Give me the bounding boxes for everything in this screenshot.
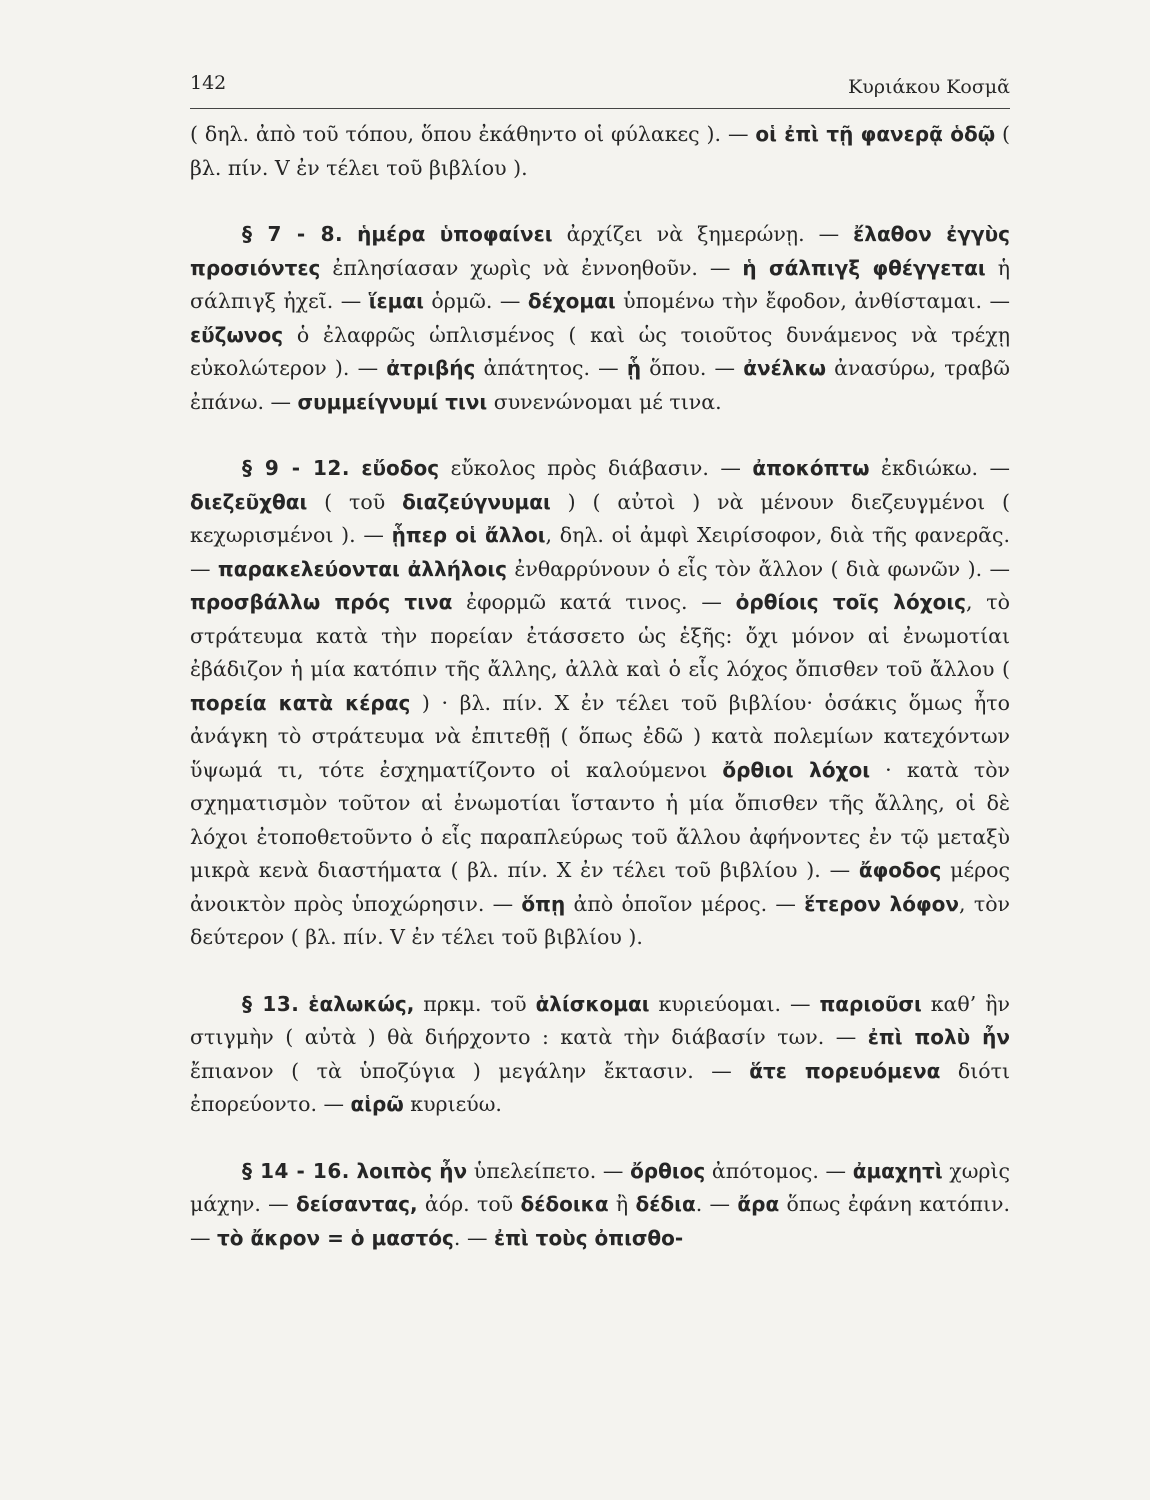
- lemma: παρακελεύονται ἀλλήλοις: [217, 556, 507, 581]
- text-run: πρκμ. τοῦ: [414, 991, 536, 1016]
- text-run: . —: [453, 1225, 494, 1250]
- lemma: παριοῦσι: [819, 991, 922, 1016]
- running-title: Κυριάκου Κοσμᾶ: [848, 76, 1010, 98]
- paragraph-continuation: [190, 118, 1010, 185]
- lemma: δέχομαι: [527, 289, 616, 313]
- lemma: διεζεῦχθαι: [190, 489, 308, 514]
- lemma: ἀμαχητὶ: [852, 1158, 943, 1183]
- text-run: ὑπομένω τὴν ἔφοδον, ἀνθίσταμαι. —: [615, 289, 1011, 313]
- header-rule: [190, 108, 1010, 109]
- page-body: [190, 118, 1010, 1255]
- text-run: , δηλ. οἱ ἀμφὶ Χειρίσοφον, διὰ τῆς φανερᾶς. —: [190, 523, 1010, 581]
- text-run: ὁρμῶ. —: [423, 289, 528, 313]
- text-run: διότι ἐπορεύοντο. —: [190, 1058, 1010, 1116]
- text-run: ἀπάτητος. —: [475, 356, 627, 380]
- lemma: ὄρθιος: [630, 1158, 706, 1183]
- lemma: δέδια: [635, 1192, 696, 1216]
- section-marker: § 7 - 8.: [242, 222, 344, 246]
- lemma: ὅπῃ: [521, 891, 566, 916]
- lemma: ἡ σάλπιγξ φθέγγεται: [742, 255, 986, 280]
- lemma: ἐπὶ πολὺ ἦν: [867, 1025, 1010, 1049]
- text-run: ἡ σάλπιγξ ἠχεῖ. —: [190, 255, 1010, 313]
- lemma: ἑαλωκώς,: [308, 991, 415, 1016]
- text-run: ἐκδιώκω. —: [869, 456, 1010, 480]
- lemma: τὸ ἄκρον = ὁ μαστός: [217, 1225, 454, 1250]
- text-run: ἐνθαρρύνουν ὁ εἷς τὸν ἄλλον ( διὰ φωνῶν ). —: [506, 556, 1010, 581]
- lemma: οἱ ἐπὶ τῇ φανερᾷ ὁδῷ: [755, 122, 996, 146]
- text-run: ἔπιανον ( τὰ ὑποζύγια ) μεγάλην ἔκτασιν. —: [190, 1058, 750, 1083]
- text-run: εὔκολος πρὸς διάβασιν. —: [439, 456, 753, 480]
- text-run: ὑπελείπετο. —: [467, 1158, 631, 1183]
- page-header: [190, 72, 1010, 102]
- lemma: συμμείγνυμί τινι: [297, 389, 488, 414]
- lemma: πορεία κατὰ κέρας: [190, 690, 411, 715]
- lemma: ἵεμαι: [368, 289, 424, 313]
- text-run: ὅπως ἐφάνη κατόπιν. —: [190, 1192, 1010, 1250]
- lemma: δέδοικα: [520, 1192, 609, 1216]
- lemma: ὀρθίοις τοῖς λόχοις: [735, 590, 966, 614]
- lemma: ἡμέρα ὑποφαίνει: [357, 222, 553, 246]
- lemma: ἄφοδος: [858, 858, 942, 882]
- section-marker: § 13.: [242, 991, 300, 1016]
- text-run: ἐφορμῶ κατά τινος. —: [452, 590, 736, 614]
- lemma: εὔζωνος: [190, 322, 284, 347]
- text-run: ἐπλησίασαν χωρὶς νὰ ἐννοηθοῦν. —: [320, 255, 743, 280]
- lemma: προσβάλλω πρός τινα: [190, 590, 453, 614]
- lemma: ἐπὶ τοὺς ὀπισθο-: [493, 1225, 684, 1250]
- lemma: αἱρῶ: [350, 1092, 404, 1116]
- text-run: ἀρχίζει νὰ ξημερώνῃ. —: [552, 222, 854, 246]
- paragraph-section-7-8: [190, 218, 1010, 419]
- text-run: . —: [695, 1192, 738, 1216]
- section-marker: § 14 - 16.: [242, 1158, 350, 1183]
- lemma: εὔοδος: [361, 456, 440, 480]
- paragraph-section-13: [190, 988, 1010, 1122]
- lemma: ἅτε πορευόμενα: [749, 1058, 941, 1083]
- text-run: , τὸν δεύτερον ( βλ. πίν. V ἐν τέλει τοῦ βιβλίου ).: [190, 891, 1010, 949]
- lemma: ἔλαθον ἐγγὺς προσιόντες: [190, 222, 1010, 280]
- lemma: ἀνέλκω: [743, 356, 826, 380]
- lemma: ἄρα: [737, 1192, 780, 1216]
- text-run: ὅπου. —: [641, 356, 744, 380]
- lemma: δείσαντας,: [296, 1192, 418, 1216]
- text-run: ) ( αὐτοὶ ) νὰ μένουν διεζευγμένοι ( κεχωρισμένοι ). —: [190, 489, 1010, 547]
- text-run: ἀόρ. τοῦ: [417, 1192, 521, 1216]
- paragraph-section-9-12: [190, 452, 1010, 955]
- lemma: ἀποκόπτω: [752, 456, 870, 480]
- lemma: ᾗ: [626, 356, 642, 380]
- text-run: ( τοῦ: [307, 489, 403, 514]
- text-run: ἢ: [608, 1192, 636, 1216]
- text-run: ἀπότομος. —: [705, 1158, 853, 1183]
- text-run: καθ’ ἣν στιγμὴν ( αὐτὰ ) θὰ διήρχοντο : κατὰ τὴν διάβασίν των. —: [190, 991, 1010, 1049]
- text-run: ( βλ. πίν. V ἐν τέλει τοῦ βιβλίου ).: [190, 122, 1010, 180]
- text-run: μέρος ἀνοικτὸν πρὸς ὑποχώρησιν. —: [190, 858, 1010, 916]
- text-run: κυριεύω.: [403, 1092, 502, 1116]
- lemma: ἁλίσκομαι: [535, 991, 650, 1016]
- text-run: χωρὶς μάχην. —: [190, 1158, 1010, 1216]
- text-run: · κατὰ τὸν σχηματισμὸν τοῦτον αἱ ἐνωμοτίαι ἵσταντο ἡ μία ὄπισθεν τῆς ἄλλης, οἱ δὲ λόχοι ἐτοποθετοῦντο ὁ εἷς παραπλεύρως τοῦ ἄλλου ἀφήνοντες ἐν τῷ μεταξὺ μικρὰ κενὰ διαστήματα ( βλ. πίν. X ἐν τέλει τοῦ βιβλίου ). —: [190, 757, 1010, 882]
- text-run: ὁ ἐλαφρῶς ὡπλισμένος ( καὶ ὡς τοιοῦτος δυνάμενος νὰ τρέχῃ εὐκολώτερον ). —: [190, 322, 1010, 380]
- lemma: ἕτερον λόφον: [804, 891, 960, 916]
- text-run: ) · βλ. πίν. X ἐν τέλει τοῦ βιβλίου· ὁσάκις ὅμως ἦτο ἀνάγκη τὸ στράτευμα νὰ ἐπιτεθῇ ( ὅπως ἐδῶ ) κατὰ πολεμίων κατεχόντων ὕψωμά τι, τότε ἐσχηματίζοντο οἱ καλούμενοι: [190, 690, 1010, 782]
- paragraph-section-14-16: [190, 1155, 1010, 1256]
- text-run: κυριεύομαι. —: [649, 991, 820, 1016]
- text-run: ἀπὸ ὁποῖον μέρος. —: [565, 891, 805, 916]
- page-number: 142: [190, 72, 227, 94]
- lemma: λοιπὸς ἦν: [356, 1158, 468, 1183]
- lemma: ἀτριβής: [386, 356, 476, 380]
- lemma: διαζεύγνυμαι: [402, 489, 551, 514]
- text-run: ( δηλ. ἀπὸ τοῦ τόπου, ὅπου ἐκάθηντο οἱ φύλακες ). —: [190, 122, 756, 146]
- lemma: ὄρθιοι λόχοι: [722, 757, 870, 782]
- text-run: συνενώνομαι μέ τινα.: [487, 389, 722, 414]
- lemma: ᾗπερ οἱ ἄλλοι: [391, 523, 546, 547]
- text-run: ἀνασύρω, τραβῶ ἐπάνω. —: [190, 356, 1011, 414]
- section-marker: § 9 - 12.: [242, 456, 350, 480]
- text-run: , τὸ στράτευμα κατὰ τὴν πορείαν ἐτάσσετο ὡς ἑξῆς: ὄχι μόνον αἱ ἐνωμοτίαι ἐβάδιζον ἡ μία κατόπιν τῆς ἄλλης, ἀλλὰ καὶ ὁ εἷς λόχος ὄπισθεν τοῦ ἄλλου (: [190, 590, 1010, 681]
